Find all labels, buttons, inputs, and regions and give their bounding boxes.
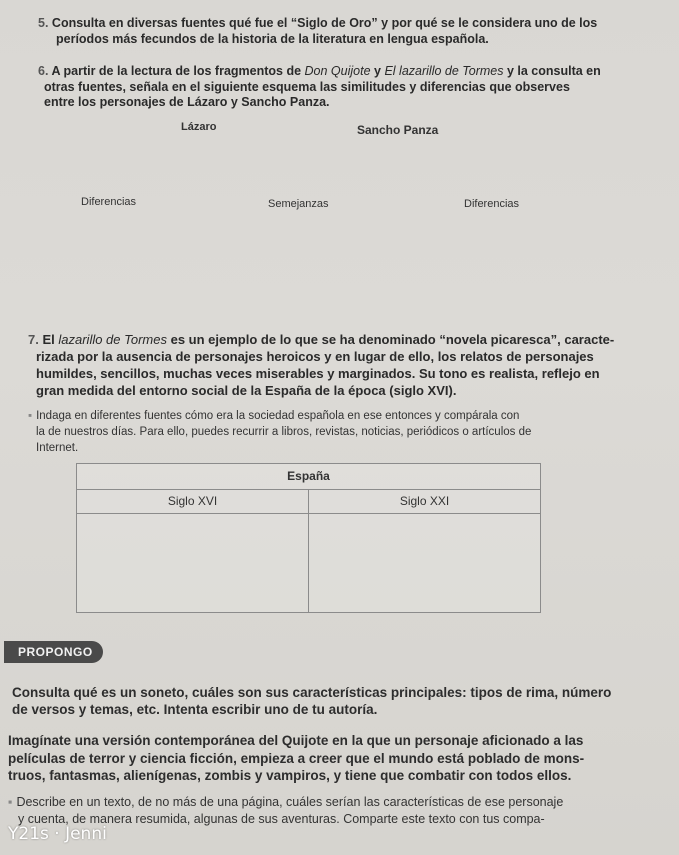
question-7-line1-a: El xyxy=(42,332,59,347)
question-6-number: 6. xyxy=(38,64,49,78)
propongo-task-line1: Describe en un texto, de no más de una página, cuáles serían las características de ese personaje xyxy=(16,795,564,809)
scheme-col-similarities: Semejanzas xyxy=(268,198,329,210)
table-title: España xyxy=(77,464,540,490)
question-6 xyxy=(38,64,673,79)
propongo-task-line2: y cuenta, de manera resumida, algunas de sus aventuras. Comparte este texto con tus compa- xyxy=(18,812,545,826)
question-7-title-lazarillo: lazarillo de Tormes xyxy=(58,332,167,347)
question-7-line4: gran medida del entorno social de la España de la época (siglo XVI). xyxy=(36,383,457,398)
question-5-number: 5. xyxy=(38,16,49,30)
question-7 xyxy=(28,332,673,347)
propongo-task xyxy=(8,794,673,810)
scheme-header-lazaro: Lázaro xyxy=(181,121,217,133)
propongo-p2-line1: Imagínate una versión contemporánea del Quijote en la que un personaje aficionado a las xyxy=(8,733,584,748)
table-col-siglo-xxi: Siglo XXI xyxy=(309,489,540,514)
bullet-icon: ▪ xyxy=(28,410,33,422)
propongo-p1-line2: de versos y temas, etc. Intenta escribir uno de tu autoría. xyxy=(12,702,378,717)
scheme-header-sancho: Sancho Panza xyxy=(357,123,439,137)
watermark: Y21s · Jenni xyxy=(8,824,107,844)
question-7-task-line2: la de nuestros días. Para ello, puedes recurrir a libros, revistas, noticias, periódicos o artículos de xyxy=(36,426,532,438)
propongo-badge: PROPONGO xyxy=(4,641,103,663)
table-col-siglo-xvi: Siglo XVI xyxy=(77,489,308,514)
question-5 xyxy=(38,16,668,31)
propongo-p2-line3: truos, fantasmas, alienígenas, zombis y vampiros, y tiene que combatir con todos ellos. xyxy=(8,768,572,783)
bullet-icon: ▪ xyxy=(8,795,13,809)
question-7-task xyxy=(28,408,673,424)
question-6-line2: otras fuentes, señala en el siguiente esquema las similitudes y diferencias que observes xyxy=(44,80,570,94)
scheme-col-differences-left: Diferencias xyxy=(81,196,137,208)
question-7-line2: rizada por la ausencia de personajes heroicos y en lugar de ello, los relatos de personajes xyxy=(36,349,594,364)
question-6-line1-e: y la consulta en xyxy=(503,64,601,78)
table-cell-siglo-xvi[interactable] xyxy=(77,514,308,612)
question-7-line1-c: es un ejemplo de lo que se ha denominado “novela picaresca”, caracte- xyxy=(167,332,615,347)
question-7-line3: humildes, sencillos, muchas veces miserables y marginados. Su tono es realista, reflejo en xyxy=(36,366,600,381)
question-7-number: 7. xyxy=(28,332,39,347)
question-7-task-line3: Internet. xyxy=(36,442,79,454)
question-5-line2: períodos más fecundos de la historia de la literatura en lengua española. xyxy=(56,32,489,46)
propongo-p2-line2: películas de terror y ciencia ficción, empieza a creer que el mundo está poblado de mons- xyxy=(8,751,585,766)
question-6-line1-c: y xyxy=(370,64,385,78)
scheme-col-differences-right: Diferencias xyxy=(464,198,520,210)
propongo-p1-line1: Consulta qué es un soneto, cuáles son sus características principales: tipos de rima, número xyxy=(12,685,612,700)
question-6-line3: entre los personajes de Lázaro y Sancho Panza. xyxy=(44,95,330,109)
question-5-line1: Consulta en diversas fuentes qué fue el “Siglo de Oro” y por qué se le considera uno de los xyxy=(51,16,598,30)
question-7-task-line1: Indaga en diferentes fuentes cómo era la sociedad española en ese entonces y compárala con xyxy=(36,410,520,422)
question-6-title-quijote: Don Quijote xyxy=(304,64,371,78)
spain-comparison-table xyxy=(76,463,541,613)
question-6-line1-a: A partir de la lectura de los fragmentos de xyxy=(51,64,305,78)
table-cell-siglo-xxi[interactable] xyxy=(309,514,540,612)
question-6-title-lazarillo: El lazarillo de Tormes xyxy=(384,64,504,78)
